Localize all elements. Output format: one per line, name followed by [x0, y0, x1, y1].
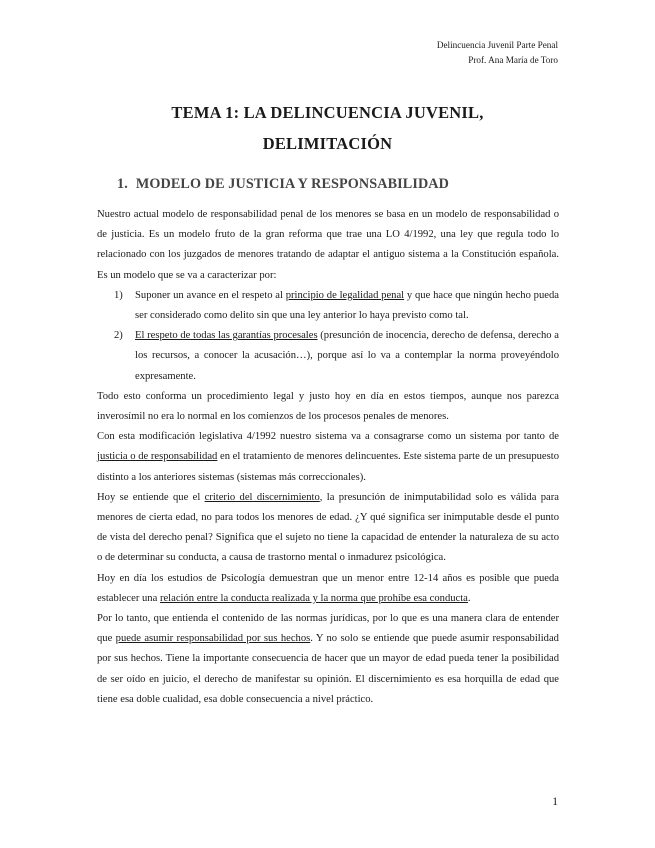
page-number: 1: [552, 796, 558, 808]
paragraph-modification: [97, 427, 559, 488]
underlined-term: relación entre la conducta realizada y la norma que prohíbe esa conducta: [159, 592, 468, 604]
text-span: . Y no solo se entiende que puede asumir responsabilidad por sus hechos. Tiene la importante consecuencia de hacer que un mayor de edad pueda tener la posibilidad de ser oído en juicio, el derecho de manifestar su opinión. El discernimiento es esa horquilla de edad que tiene esa doble cualidad, esa doble consecuencia a nivel práctico.: [97, 633, 559, 705]
underlined-term: justicia o de responsabilidad: [97, 451, 218, 463]
paragraph-psychology: [97, 569, 559, 609]
underlined-term: El respeto de todas las garantías procesales: [135, 330, 318, 342]
paragraph-responsibility: [97, 609, 559, 710]
underlined-term: puede asumir responsabilidad por sus hechos: [115, 633, 311, 645]
text-span: , la presunción de inimputabilidad solo es válida para menores de cierta edad, no para todos los menores de edad. ¿Y qué significa ser inimputable desde el punto de vista del derecho penal? Significa que el sujeto no tiene la capacidad de entender la naturaleza de su acto o de determinar su conducta, a causa de trastorno mental o inmadurez psicológica.: [97, 491, 559, 564]
list-text: (presunción de inocencia, derecho de defensa, derecho a los recursos, a conocer la acusación…), porque así lo va a contemplar la norma proveyéndolo expresamente.: [135, 330, 559, 382]
section-title: MODELO DE JUSTICIA Y RESPONSABILIDAD: [135, 176, 449, 192]
list-text: Suponer un avance en el respeto al: [135, 289, 286, 301]
header-course: Delincuencia Juvenil Parte Penal: [436, 40, 558, 50]
underlined-term: principio de legalidad penal: [285, 289, 405, 301]
paragraph-procedure: Todo esto conforma un procedimiento legal y justo hoy en día en estos tiempos, aunque nos parezca inverosímil no era lo normal en los comienzos de los procesos penales de menores.: [97, 390, 559, 423]
title-line-1: TEMA 1: LA DELINCUENCIA JUVENIL,: [171, 103, 484, 122]
characteristics-list: [97, 286, 559, 387]
section-number: 1.: [117, 176, 128, 192]
text-span: Hoy en día los estudios de Psicología demuestran que un menor entre 12-14 años es posible que pueda establecer una: [97, 572, 559, 604]
paragraph-intro: Nuestro actual modelo de responsabilidad penal de los menores se basa en un modelo de responsabilidad o de justicia. Es un modelo fruto de la gran reforma que trae una LO 4/1992, una ley que regula todo lo relacionado con los juzgados de menores tratando de adaptar el antiguo sistema a la Constitución española. Es un modelo que se va a caracterizar por:: [97, 209, 559, 281]
header-professor: Prof. Ana María de Toro: [468, 55, 558, 65]
text-span: Con esta modificación legislativa 4/1992 nuestro sistema va a consagrarse como un sistema por tanto de: [97, 431, 559, 443]
title-line-2: DELIMITACIÓN: [262, 134, 393, 153]
list-item: [97, 286, 559, 326]
list-text: y que hace que ningún hecho pueda ser considerado como delito sin que una ley anterior lo haya previsto como tal.: [135, 289, 559, 322]
paragraph-discernment: [97, 488, 559, 569]
document-title: [0, 97, 655, 159]
text-span: Por lo tanto, que entienda el contenido de las normas jurídicas, por lo que es una manera clara de entender que: [97, 613, 559, 645]
list-item: [97, 326, 559, 387]
section-heading: [117, 176, 449, 193]
text-span: .: [467, 592, 471, 604]
document-body: [97, 205, 559, 710]
list-marker: 2): [114, 330, 123, 342]
underlined-term: criterio del discernimiento: [204, 491, 320, 503]
text-span: en el tratamiento de menores delincuentes. Este sistema parte de un presupuesto distinto a los anteriores sistemas (sistemas más correccionales).: [97, 451, 559, 483]
text-span: Hoy se entiende que el: [97, 491, 205, 503]
list-marker: 1): [114, 289, 123, 301]
page-header: [437, 38, 558, 68]
